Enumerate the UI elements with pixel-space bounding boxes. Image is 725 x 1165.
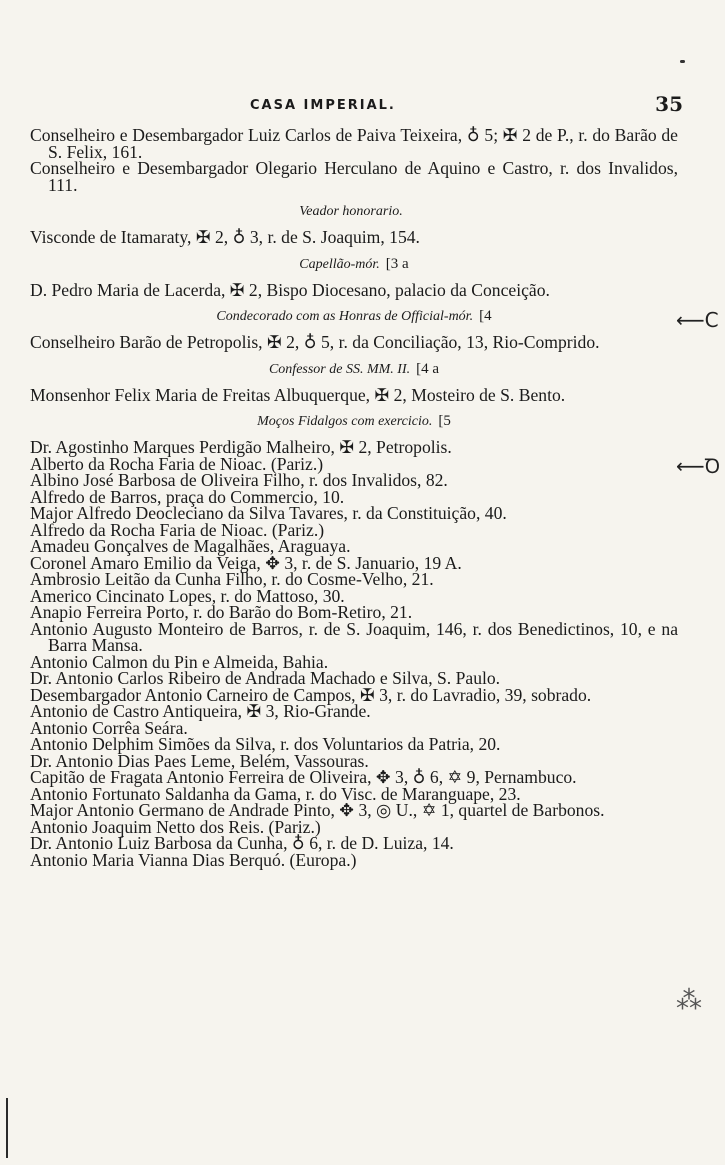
section-mark: [5 xyxy=(438,413,451,429)
directory-entry: Antonio Delphim Simões da Silva, r. dos Voluntarios da Patria, 20. xyxy=(30,734,501,754)
directory-entry: Antonio Fortunato Saldanha da Gama, r. do Visc. de Maranguape, 23. xyxy=(30,783,521,804)
directory-entry: D. Pedro Maria de Lacerda, ✠ 2, Bispo Diocesano, palacio da Conceição. xyxy=(30,279,550,300)
ink-speck xyxy=(680,60,685,63)
section-heading-text: Moços Fidalgos com exercicio. xyxy=(257,414,433,429)
page-body xyxy=(30,127,678,868)
directory-entry: Alberto da Rocha Faria de Nioac. (Pariz.) xyxy=(30,453,324,474)
directory-entry: Dr. Agostinho Marques Perdigão Malheiro, ✠ 2, Petropolis. xyxy=(30,437,452,457)
section-heading-text: Capellão-mór. xyxy=(299,256,380,272)
directory-entry: Major Antonio Germano de Andrade Pinto, ✥ 3, ◎ U., ✡ 1, quartel de Barbonos. xyxy=(30,800,605,820)
directory-entry: Americo Cincinato Lopes, r. do Mattoso, 30. xyxy=(30,585,345,606)
directory-entry: Antonio Maria Vianna Dias Berquó. (Europa.) xyxy=(30,849,357,870)
margin-annotation-mark: ⁂ xyxy=(676,986,702,1016)
section-heading xyxy=(30,308,678,325)
directory-entry: Antonio Corrêa Seára. xyxy=(30,717,188,738)
directory-entry: Major Alfredo Deocleciano da Silva Tavares, r. da Constituição, 40. xyxy=(30,503,507,523)
left-edge-rule xyxy=(6,1098,8,1158)
section-mark: [4 xyxy=(479,308,492,324)
page-number: 35 xyxy=(655,92,683,116)
section-heading xyxy=(30,413,678,430)
directory-entry: Amadeu Gonçalves de Magalhães, Araguaya. xyxy=(30,536,351,556)
directory-entry: Capitão de Fragata Antonio Ferreira de Oliveira, ✥ 3, ♁ 6, ✡ 9, Pernambuco. xyxy=(30,767,577,787)
directory-entry: Antonio Augusto Monteiro de Barros, r. de S. Joaquim, 146, r. dos Benedictinos, 10, e na Barra Mansa. xyxy=(30,618,678,655)
directory-entry: Conselheiro e Desembargador Luiz Carlos de Paiva Teixeira, ♁ 5; ✠ 2 de P., r. do Barão de S. Felix, 161. xyxy=(30,125,678,162)
section-heading xyxy=(30,256,678,273)
directory-entry: Dr. Antonio Carlos Ribeiro de Andrada Machado e Silva, S. Paulo. xyxy=(30,668,501,688)
directory-entry: Antonio de Castro Antiqueira, ✠ 3, Rio-Grande. xyxy=(30,701,371,721)
page-header xyxy=(0,92,725,120)
directory-entry: Albino José Barbosa de Oliveira Filho, r. dos Invalidos, 82. xyxy=(30,470,448,490)
directory-entry: Conselheiro e Desembargador Olegario Herculano de Aquino e Castro, r. dos Invalidos, 111. xyxy=(30,158,678,195)
directory-entry: Dr. Antonio Luiz Barbosa da Cunha, ♁ 6, r. de D. Luiza, 14. xyxy=(30,833,454,853)
directory-entry: Desembargador Antonio Carneiro de Campos, ✠ 3, r. do Lavradio, 39, sobrado. xyxy=(30,684,592,705)
directory-entry: Coronel Amaro Emilio da Veiga, ✥ 3, r. de S. Januario, 19 A. xyxy=(30,552,462,573)
running-head: CASA IMPERIAL. xyxy=(250,98,396,113)
section-heading-text: Condecorado com as Honras de Official-mór. xyxy=(216,309,474,324)
directory-entry: Alfredo de Barros, praça do Commercio, 10. xyxy=(30,486,345,507)
directory-entry: Anapio Ferreira Porto, r. do Barão do Bom-Retiro, 21. xyxy=(30,602,413,622)
margin-annotation-mark: ⟵Ꝺ xyxy=(676,454,721,478)
section-heading-text: Veador honorario. xyxy=(299,204,403,219)
directory-entry: Visconde de Itamaraty, ✠ 2, ♁ 3, r. de S. Joaquim, 154. xyxy=(30,227,420,247)
directory-entry: Dr. Antonio Dias Paes Leme, Belém, Vassouras. xyxy=(30,750,369,771)
section-heading-text: Confessor de SS. MM. II. xyxy=(268,361,411,377)
directory-entry: Ambrosio Leitão da Cunha Filho, r. do Cosme-Velho, 21. xyxy=(30,569,434,589)
section-heading xyxy=(30,361,678,378)
section-heading xyxy=(30,203,678,220)
section-mark: [4 a xyxy=(416,360,440,377)
directory-entry: Antonio Calmon du Pin e Almeida, Bahia. xyxy=(30,651,329,672)
directory-entry: Antonio Joaquim Netto dos Reis. (Pariz.) xyxy=(30,816,321,837)
margin-annotation-mark: ⟵C xyxy=(676,308,719,332)
directory-entry: Conselheiro Barão de Petropolis, ✠ 2, ♁ 5, r. da Conciliação, 13, Rio-Comprido. xyxy=(30,332,600,352)
directory-entry: Alfredo da Rocha Faria de Nioac. (Pariz.) xyxy=(30,519,325,540)
directory-entry: Monsenhor Felix Maria de Freitas Albuquerque, ✠ 2, Mosteiro de S. Bento. xyxy=(30,384,566,405)
section-mark: [3 a xyxy=(385,255,409,272)
